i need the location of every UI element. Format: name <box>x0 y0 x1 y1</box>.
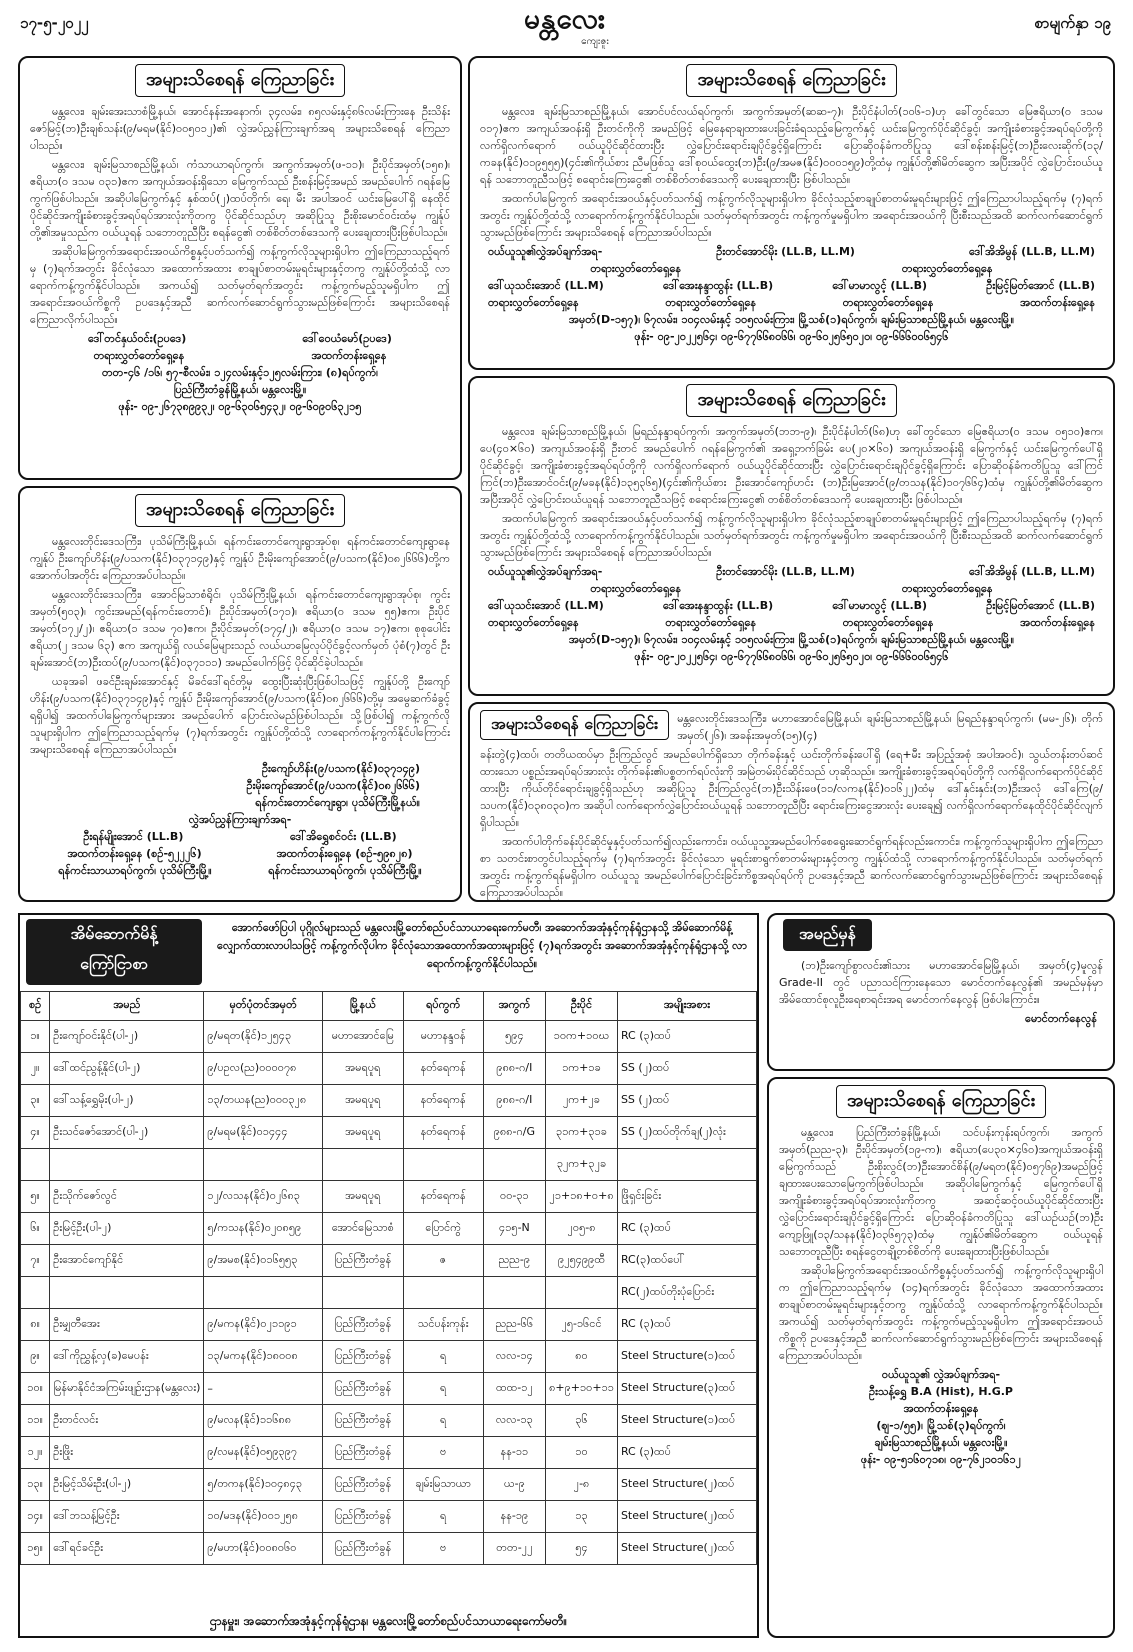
role-row <box>480 614 1103 631</box>
table-cell: လလ-၁၄ <box>483 1341 545 1373</box>
table-cell: ၈၀ <box>546 1341 618 1373</box>
lawyer-role: တရားလွှတ်တော်ရှေ့နေ <box>901 582 993 595</box>
table-cell: ၁။ <box>21 1021 50 1053</box>
table-cell: ဦးမြင့်သိမ်းဦး(ပါ-၂) <box>50 1469 204 1501</box>
address: ရန်ကင်းသာယာရပ်ကွက်၊ ပုသိမ်ကြီးမြို့။ <box>268 864 422 877</box>
table-cell: မဟာနန္ဒဝန် <box>403 1021 483 1053</box>
table-cell: ၉/အမစ(နိုင်)၀၁၆၅၅၃ <box>204 1245 323 1277</box>
table-cell: ၂က+၂ခ <box>546 1085 618 1117</box>
table-cell: ပြောင်ကွဲ <box>403 1213 483 1245</box>
table-cell: ၉/မဟာ(နိုင်)၀၀၈၀၆၀ <box>204 1533 323 1565</box>
column-header: အမျိုးအစား <box>617 992 756 1021</box>
lawyer-role: တရားလွှတ်တော်ရှေ့နေ <box>590 262 682 275</box>
table-cell: ၉/မလန(နိုင်)၁၁၆၈၈ <box>204 1405 323 1437</box>
notice-6 <box>767 1077 1115 1638</box>
role-row <box>480 260 1103 277</box>
table-cell: ၃၁က+၃၁ခ <box>546 1117 618 1149</box>
table-cell: ၉/မရတ(နိုင်)၁၂၅၄၃ <box>204 1021 323 1053</box>
table-cell: ပြည်ကြီးတံခွန် <box>322 1309 403 1341</box>
table-cell: ၄၁၅-N <box>483 1213 545 1245</box>
lawyer-role: တရားလွှတ်တော်ရှေ့နေ <box>590 582 682 595</box>
table-row <box>21 1117 757 1149</box>
lawyer-row <box>30 828 450 845</box>
table-row <box>21 1245 757 1277</box>
table-cell: အမရပူရ <box>322 1117 403 1149</box>
notice-paragraph: မန္တလေး၊ ချမ်းအေးသာစံမြို့နယ်၊ အောင်နန်းအနောက်၊ ၃၄လမ်း၊ ၈၅လမ်းနှင့်၈၆လမ်းကြားနေ ဦးသိန်းဇော်မြင့်(ဘ)ဦးချစ်သန်း(၉/မရမ(နိုင်)၀၀၅၀၁၂)၏ လွှဲအပ်ညွှန်ကြားချက်အရ အများသိစေရန် ကြေညာပါသည်။ <box>30 105 450 152</box>
table-row <box>21 1405 757 1437</box>
table-cell: ၉/မရမ(နိုင်)၀၁၄၄၄ <box>204 1117 323 1149</box>
phone: ဖုန်း- ၀၉-၅၁၆၀၇၁၈၊ ၀၉-၇၆၂၁၀၁၆၁၂ <box>860 1453 1022 1466</box>
table-cell: ၁၀။ <box>21 1373 50 1405</box>
table-cell: ဦးအောင်ကျော်နိုင် <box>50 1245 204 1277</box>
table-cell: ၁၂။ <box>21 1437 50 1469</box>
lawyer-role: တရားလွှတ်တော်ရှေ့နေ <box>488 616 579 629</box>
table-cell: ဒေါ်ကိုညွှန့်လှ(ခ)မေပန်း <box>50 1341 204 1373</box>
lawyer-row <box>480 277 1103 294</box>
table-cell <box>483 1277 545 1309</box>
table-cell: ညည-၉ <box>483 1245 545 1277</box>
lawyer-name: ဒေါ်ယုသင်းအောင် (LL.M) <box>488 279 604 292</box>
table-cell <box>483 1149 545 1181</box>
building-permit-notice <box>18 913 759 1638</box>
table-cell: ၉၈၈-ဂ/I <box>483 1053 545 1085</box>
address: အမှတ်(D-၁၅၇)၊ ၆၇လမ်း၊ ၁၀၄လမ်းနှင့် ၁၀၅လမ်းကြား၊ မြို့သစ်(၁)ရပ်ကွက်၊ ချမ်းမြသာစည်မြို့နယ်၊ မန္တလေးမြို့။ <box>568 313 1015 326</box>
lawyer-name: ဦးမြင့်မြတ်အောင် (LL.B) <box>986 599 1095 612</box>
table-cell: ၁၅။ <box>21 1533 50 1565</box>
column-header: အမည် <box>50 992 204 1021</box>
table-cell: အမရပူရ <box>322 1085 403 1117</box>
table-cell <box>322 1149 403 1181</box>
table-cell: ရ <box>403 1405 483 1437</box>
table-cell: ၁က+၁ခ <box>546 1053 618 1085</box>
table-cell: ဦးမျှတီအေး <box>50 1309 204 1341</box>
table-cell: ပြည်ကြီးတံခွန် <box>322 1245 403 1277</box>
lawyer-role: တရားလွှတ်တော်ရှေ့နေ <box>665 296 757 309</box>
client-label: ဝယ်ယူသူ၏ လွှဲအပ်ချက်အရ- <box>881 1368 1001 1381</box>
lawyer-name: ဦးရန်မျိုးအောင် (LL.B) <box>83 830 184 843</box>
signature-row <box>30 330 450 347</box>
table-cell: တတ-၂၂ <box>483 1533 545 1565</box>
column-header: မှတ်ပုံတင်အမှတ် <box>204 992 323 1021</box>
client-label: ဝယ်ယူသူ၏လွှဲအပ်ချက်အရ- <box>488 565 603 578</box>
lawyer-name: ဒေါ်အေးနန္ဒာထွန်း (LL.B) <box>662 279 774 292</box>
address: တတ-၄၆ /၁၆၊ ၅၇-စီလမ်း၊ ၁၂၄လမ်းနှင့်၁၂၅လမ်းကြား၊ (၈)ရပ်ကွက်၊ <box>101 366 379 379</box>
page-number: စာမျက်နှာ ၁၉ <box>1034 14 1111 32</box>
notice-title: အများသိစေရန် ကြေညာခြင်း <box>686 64 896 97</box>
signatory: မောင်တက်နေလွန် <box>1024 1012 1097 1025</box>
table-cell: ၇။ <box>21 1245 50 1277</box>
lawyer-name: ဦးသန့်ရွှေ B.A (Hist), H.G.P <box>869 1385 1013 1398</box>
table-cell: ပြည်ကြီးတံခွန် <box>322 1501 403 1533</box>
address: (ဈ-၁/၅၅)၊ မြို့သစ်(၃)ရပ်ကွက်၊ <box>876 1419 1006 1432</box>
table-row <box>21 1373 757 1405</box>
notice-paragraph: မန္တလေး၊ ပြည်ကြီးတံခွန်မြို့နယ်၊ သင်ပန်းကုန်းရပ်ကွက်၊ အကွက်အမှတ်(ညည-၃)၊ ဦးပိုင်အမှတ်(၁၉-က)၊ ဧရိယာ(ပေ၃၀×၄၆၀)အကျယ်အဝန်းရှိ မြေကွက်သည် ဦးစိုးလွင်(ဘ)ဦးအောင်စိန်(၉/မရတ(နိုင်)၀၅၇၆၉)အမည်ဖြင့် ချထားပေးသောမြေကွက်ဖြစ်ပါသည်။ အဆိုပါမြေကွက်နှင့် မြေကွက်ပေါ်ရှိ အကျိုးခံစားခွင့်အရပ်ရပ်အားလုံးကိုတကွ အဆင့်ဆင့်ဝယ်ယူပိုင်ဆိုင်ထားပြီး လွှဲပြောင်းရောင်းချပိုင်ခွင့်ရှိကြောင်း ပြောဆိုဝန်ခံကတိပြုသူ ဒေါ်ယဉ်ယဉ်(ဘ)ဦးကျော့ဖြူ(၁၃/သနန(နိုင်)၀၃၆၅၇၃)ထံမှ ကျွန်ုပ်၏မိတ်ဆွေက ဝယ်ယူရန် သဘောတူညီပြီး စရန်ငွေတချို့တစ်စိတ်ကို ပေးချေထားပြီးဖြစ်ပါသည်။ <box>779 1126 1103 1258</box>
table-header-row <box>21 992 757 1021</box>
column-header: ဦးပိုင် <box>546 992 618 1021</box>
table-cell: ၉။ <box>21 1341 50 1373</box>
table-cell: ၁၀/မဒန(နိုင်)၀၀၁၂၅၈ <box>204 1501 323 1533</box>
table-row <box>21 1437 757 1469</box>
table-cell: နတ်ရေကန် <box>403 1085 483 1117</box>
client-label: ဝယ်ယူသူ၏လွှဲအပ်ချက်အရ- <box>488 245 603 258</box>
address-row <box>30 862 450 879</box>
role-row <box>30 347 450 364</box>
column-header: စဉ် <box>21 992 50 1021</box>
table-cell <box>204 1277 323 1309</box>
table-cell: Steel Structure(၂)ထပ် <box>617 1533 756 1565</box>
table-cell: ဖြိုရှင်းခြင်း <box>617 1181 756 1213</box>
logo-subtext: ကျေးဇူး <box>581 36 609 47</box>
table-cell: ဇ <box>403 1245 483 1277</box>
table-cell: ၅၄ <box>546 1533 618 1565</box>
notice-3 <box>468 376 1115 696</box>
logo-text: မန္တလေး <box>523 2 607 35</box>
table-row <box>21 1341 757 1373</box>
table-row <box>21 1533 757 1565</box>
table-cell: ထထ-၁၂ <box>483 1373 545 1405</box>
table-cell: RC (၃)ထပ် <box>617 1213 756 1245</box>
signatory-address: ရန်ကင်းတောင်ကျေးရွာ၊ ပုသိမ်ကြီးမြို့နယ်။ <box>255 796 420 809</box>
table-row <box>21 1277 757 1309</box>
table-cell: နတ်ရေကန် <box>403 1053 483 1085</box>
lawyer-name: ဒေါ်အိအိမွန် (LL.B, LL.M) <box>968 245 1095 258</box>
lawyer-name: ဦးမြင့်မြတ်အောင် (LL.B) <box>986 279 1095 292</box>
table-cell: ၁၀က+၁၀ဃ <box>546 1021 618 1053</box>
table-row <box>21 1021 757 1053</box>
role-row <box>30 845 450 862</box>
table-cell: ၂။ <box>21 1053 50 1085</box>
notice-title: အများသိစေရန် ကြေညာခြင်း <box>836 1085 1046 1118</box>
lawyer-role: တရားလွှတ်တော်ရှေ့နေ <box>93 349 185 362</box>
table-cell: ၁၂/လသန(နိုင်)၀၂၆၈၃ <box>204 1181 323 1213</box>
lawyer-role: အထက်တန်းရှေ့နေ <box>1020 616 1095 629</box>
table-body <box>21 1021 757 1565</box>
table-row <box>21 1501 757 1533</box>
table-cell: ၁၁။ <box>21 1405 50 1437</box>
table-cell <box>50 1149 204 1181</box>
table-cell: ပြည်ကြီးတံခွန် <box>322 1533 403 1565</box>
lawyer-name: ဦးတင်အောင်မိုး (LL.B, LL.M) <box>716 565 855 578</box>
table-cell: ဒေါ်ဘသန့်မြင့်ဦး <box>50 1501 204 1533</box>
lawyer-row <box>480 597 1103 614</box>
lawyer-row <box>480 243 1103 260</box>
notice-paragraph: ယခုအခါ ဖခင်ဦးချမ်းအောင်နှင့် မိခင်ဒေါ်ရင်တို့မှ ထွေးပြီးဆုံးပြီးဖြစ်ပါသဖြင့် ကျွန်ုပ်တို့ ဦးကျော်ဟိန်း(၉/ပသက(နိုင်)၀၃၇၁၄၉)နှင့် ကျွန်ုပ် ဦးမိုးကျော်အောင်(၉/ပသက(နိုင်)၀၈၂၆၆၆)တို့မှ အမွေဆက်ခံခွင့်ရရှိပါ၍ အထက်ပါမြေကွက်များအား အမည်ပေါက် ပြောင်းလဲမည်ဖြစ်ပါသည်။ သို့ဖြစ်ပါ၍ ကန့်ကွက်လိုသူများရှိပါက ဤကြေညာသည့်ရက်မှ (၇)ရက်အတွင်း ကျွန်ုပ်တို့ထံသို့ လာရောက်ကန့်ကွက်နိုင်ပါကြောင်း အများသိစေရန် ကြေညာအပ်ပါသည်။ <box>30 675 450 756</box>
table-cell: ၂-၈ <box>546 1469 618 1501</box>
lawyer-role: တရားလွှတ်တော်ရှေ့နေ <box>488 296 579 309</box>
table-cell: လလ-၁၃ <box>483 1405 545 1437</box>
table-cell: ၅/တကန(နိုင်)၁၀၄၈၄၃ <box>204 1469 323 1501</box>
address: ရန်ကင်းသာယာရပ်ကွက်၊ ပုသိမ်ကြီးမြို့။ <box>58 864 212 877</box>
table-cell: Steel Structure(၁)ထပ် <box>617 1405 756 1437</box>
table-cell: ၁၃/တယန(ည)၀၀၀၃၂၈ <box>204 1085 323 1117</box>
table-cell <box>403 1149 483 1181</box>
address: ပြည်ကြီးတံခွန်မြို့နယ်၊ မန္တလေးမြို့။ <box>173 383 307 396</box>
column-header: မြို့နယ် <box>322 992 403 1021</box>
table-cell: ပြည်ကြီးတံခွန် <box>322 1341 403 1373</box>
table-cell: SS (၂)ထပ် <box>617 1053 756 1085</box>
issue-date: ၁၇-၅-၂၀၂၂ <box>20 14 89 32</box>
notice-paragraph: ခန်းတွဲ(၄)ထပ်၊ တတိယထပ်မှာ ဦးကြည်လွင် အမည်ပေါက်ရှိသော တိုက်ခန်းနှင့် ယင်းတိုက်ခန်းပေါ်ရှိ (ရေ+မီး အပြည့်အစုံ အပါအဝင်)၊ သွယ်တန်းတပ်ဆင်ထားသော ပစ္စည်းအရပ်ရပ်အားလုံး တိုက်ခန်း၏ပစ္စတက်ရပ်လုံးကို အမြဲတမ်းပိုင်ဆိုင်သည် ဟုဆိုသည်။ အကျိုးခံစားခွင့်အရပ်ရပ်တို့ကို လက်ရှိလက်ရောက်ပိုင်ဆိုင်ထားပြီး ကိုယ်တိုင်ရောင်းချခွင့်ရှိသည်ဟု အဆိုပြုသူ ဦးကြည်လွင်(ဘ)ဦးသိန်းဖေ(၁၁/လကန(နိုင်)၀၁၆၂၂)ထံမှ ဒေါ်နှင်းနှင်း(ဘ)ဦးအလုံ ဒေါ်ကြေ(၉/သပက(နိုင်)၀၃၈၀၃၀)က အဆိုပါ လက်ရောက်လွှဲပြောင်းဝယ်ယူရန် သဘောတူညီပြီး ရောင်းကြေးငွေအားလုံး ပေးချေ၍ လက်ရှိလက်ရောက်နေထိုင်ပိုင်ဆိုင်လျက်ရှိပါသည်။ <box>480 748 1103 829</box>
notice-title: အများသိစေရန် ကြေညာခြင်း <box>686 384 896 417</box>
table-cell: ဦးသိုက်ဇော်လွင် <box>50 1181 204 1213</box>
table-cell: ၃၂က+၃၂ခ <box>546 1149 618 1181</box>
table-cell: ဦးကျော်ဝင်းနိုင်(ပါ-၂) <box>50 1021 204 1053</box>
table-cell <box>322 1277 403 1309</box>
table-cell: ပြည်ကြီးတံခွန် <box>322 1469 403 1501</box>
lawyer-name: ဒေါ်ယုသင်းအောင် (LL.M) <box>488 599 604 612</box>
lawyer-role: အထက်တန်းရှေ့နေ <box>311 349 387 362</box>
table-cell <box>21 1149 50 1181</box>
notice-paragraph: အထက်ပါမြေကွက် အရောင်းအဝယ်နှင့်ပတ်သက်၍ ကန့်ကွက်လိုသူများရှိပါက ခိုင်လုံသည့်စာချုပ်စာတမ်းမူရင်းများဖြင့် ဤကြေညာပါသည့်ရက်မှ (၇)ရက်အတွင်း ကျွန်ုပ်တို့ထံသို့ လာရောက်ကန့်ကွက်နိုင်ပါသည်။ သတ်မှတ်ရက်အတွင်း ကန့်ကွက်မှုမရှိပါက အရောင်းအဝယ်ကို ပြီးစီးသည်အထိ ဆက်လက်ဆောင်ရွက်သွားမည်ဖြစ်ကြောင်း အများသိစေရန် ကြေညာအပ်ပါသည်။ <box>480 512 1103 559</box>
lawyer-role: အထက်တန်းရှေ့နေ <box>1020 296 1095 309</box>
table-cell: ၂၅-၁၆ငင် <box>546 1309 618 1341</box>
table-cell: ၁၃။ <box>21 1469 50 1501</box>
lawyer-role: တရားလွှတ်တော်ရှေ့နေ <box>665 616 757 629</box>
table-cell: ဗ <box>403 1437 483 1469</box>
table-cell: ဦးတင်လင်း <box>50 1405 204 1437</box>
tag-line: အိမ်ဆောက်မိန့် <box>70 924 158 943</box>
table-row <box>21 1309 757 1341</box>
table-row <box>21 1181 757 1213</box>
table-cell: ၄။ <box>21 1117 50 1149</box>
table-cell: ယ-၉ <box>483 1469 545 1501</box>
table-cell: အမရပူရ <box>322 1053 403 1085</box>
table-cell: ပြည်ကြီးတံခွန် <box>322 1373 403 1405</box>
lawyer-name: ဒေါ်မာမာလွင့် (LL.B) <box>832 599 928 612</box>
notice-paragraph: (ဘ)ဦးကျော်စွာလင်း၏သား မဟာအောင်မြေမြို့နယ်၊ အမှတ်(၄)မူလွန် Grade-II တွင် ပညာသင်ကြားနေသော မောင်တက်နေလွန်၏ အမည်မှန်မှာ အိမ်ထောင်စုလူဦးရေစာရင်းအရ မောင်တက်နေလွန် ဖြစ်ပါကြောင်း။ <box>779 959 1103 1006</box>
signatory: ဦးမိုးကျော်အောင်(၉/ပသက(နိုင်)၀၈၂၆၆၆) <box>246 779 420 792</box>
notice-paragraph: အဆိုပါမြေကွက်အရောင်းအဝယ်ကိစ္စနှင့်ပတ်သက်၍ ကန့်ကွက်လိုသူများရှိပါက ဤကြေညာသည့်ရက်မှ (၇)ရက်အတွင်း ခိုင်လုံသော အထောက်အထား စာချုပ်စာတမ်းမူရင်းများနှင့်တကွ ကျွန်ုပ်တို့ထံသို့ လာရောက်ကန့်ကွက်နိုင်ပါသည်။ အကယ်၍ သတ်မှတ်ရက်အတွင်း ကန့်ကွက်မည့်သူမရှိပါက ဤအရောင်းအဝယ်ကိစ္စကို ဥပဒေနှင့်အညီ ဆက်လက်ဆောင်ရွက်သွားမည်ဖြစ်ကြောင်း အများသိစေရန် ကြေညာလိုက်ပါသည်။ <box>30 245 450 326</box>
table-cell: ၈+၉+၁၀+၁၁ <box>546 1373 618 1405</box>
lawyer-role: တရားလွှတ်တော်ရှေ့နေ <box>901 262 993 275</box>
lawyer-role: အထက်တန်းရှေ့နေ (စဥ်-၅၉၈၂၈) <box>276 847 413 860</box>
table-cell: ၅၉၄ <box>483 1021 545 1053</box>
table-cell: ၅/ကသန(နိုင်)၀၂၀၈၅၉ <box>204 1213 323 1245</box>
notice-paragraph: မန္တလေး၊ ချမ်းမြသာစည်မြို့နယ်၊ မြရည်နန္ဒာရပ်ကွက်၊ အကွက်အမှတ်(ဘဘ-၉)၊ ဦးပိုင်နံပါတ်(၆၈)ဟု ခေါ်တွင်သော မြေဧရိယာ(၀ ဒသမ ၀၅၁၀)ဧက၊ ပေ(၄၀×၆၀) အကျယ်အဝန်းရှိ ဦးတင် အမည်ပေါက် ဂရန်မြေကွက်၏ အရှေ့ဘက်ခြမ်း ပေ(၂၀×၆၀) အကျယ်အဝန်းရှိ မြေကွက်နှင့် ယင်းမြေကွက်ပေါ်ရှိ ပိုင်ဆိုင်ခွင့်၊ အကျိုးခံစားခွင့်အရပ်ရပ်တို့ကို လက်ရှိလက်ရောက် ဝယ်ယူပိုင်ဆိုင်ထားပြီး လွှဲပြောင်းရောင်းချပိုင်ခွင့်ရှိကြောင်း ပြောဆိုဝန်ခံကတိပြုသူ ဒေါ်ကြင်ကြင်(ဘ)ဦးအောင်ဝင်း(၉/မခန(နိုင်)၁၃၅၃၆၅)(၄င်း၏ကိုယ်စား ဦးအောင်ကျော်ဟင်း (ဘ)ဦးမြအောင်(၉/တသန(နိုင်)၁၀၇၆၆၄)ထံမှ ကျွန်ုပ်တို့၏မိတ်ဆွေက အပြီးအပိုင် လွှဲပြောင်းဝယ်ယူရန် သဘောတူညီသဖြင့် စရောင်းကြေးငွေ၏ တစ်စိတ်တစ်ဒေသကို ပေးချေထားပြီး ဖြစ်ပါသည်။ <box>480 425 1103 506</box>
lawyer-role: အထက်တန်းရှေ့နေ <box>903 1402 979 1415</box>
section-tag <box>26 919 202 985</box>
permit-table <box>20 991 757 1565</box>
table-cell: ရ <box>403 1341 483 1373</box>
table-intro: အောက်ဖော်ပြပါ ပုဂ္ဂိုလ်များသည် မန္တလေးမြို့တော်စည်ပင်သာယာရေးကော်မတီ၊ အဆောက်အအုံနှင့်ကုန်ရုံဌာနသို့ အိမ်ဆောက်မိန့် လျှောက်ထားလာပါသဖြင့် ကန့်ကွက်လိုပါက ခိုင်လုံသောအထောက်အထားများဖြင့် (၇)ရက်အတွင်း အဆောက်အအုံနှင့်ကုန်ရုံဌာနသို့ လာရောက်ကန့်ကွက်နိုင်ပါသည်။ <box>217 921 747 970</box>
lawyer-name: ဒေါ်မာမာလွင့် (LL.B) <box>832 279 928 292</box>
table-header-area <box>20 915 757 991</box>
notice-1 <box>18 56 462 480</box>
lawyer-role: အထက်တန်းရှေ့နေ (စဥ်-၅၂၂၂၆) <box>67 847 202 860</box>
notice-title: အမည်မှန် <box>783 919 872 951</box>
table-cell: ပြည်ကြီးတံခွန် <box>322 1437 403 1469</box>
table-cell <box>204 1149 323 1181</box>
table-cell: SS (၂)ထပ်တိုက်ချ(၂)လုံး <box>617 1117 756 1149</box>
table-cell: နတ်ရေကန် <box>403 1117 483 1149</box>
table-cell: ဦးဖြိုး <box>50 1437 204 1469</box>
table-cell <box>403 1277 483 1309</box>
table-cell: ၉/မကန(နိုင်)၀၂၁၁၉၁ <box>204 1309 323 1341</box>
table-cell: ၉/ပဥလ(ည)၀၀၀၀၇၈ <box>204 1053 323 1085</box>
table-cell: ရ <box>403 1373 483 1405</box>
lawyer-name: ဦးတင်အောင်မိုး (LL.B, LL.M) <box>716 245 855 258</box>
table-cell: ၁၄။ <box>21 1501 50 1533</box>
notice-paragraph: မန္တလေးတိုင်းဒေသကြီး၊ ပုသိမ်ကြီးမြို့နယ်၊ ရန်ကင်းတောင်ကျေးရွာအုပ်စု၊ ရန်ကင်းတောင်ကျေးရွာနေ ကျွန်ုပ် ဦးကျော်ဟိန်း(၉/ပသက(နိုင်)၀၃၇၁၄၉)နှင့် ကျွန်ုပ် ဦးမိုးကျော်အောင်(၉/ပသက(နိုင်)၀၈၂၆၆၆)တို့က အောက်ပါအတိုင်း ကြေညာအပ်ပါသည်။ <box>30 535 450 582</box>
table-cell: SS (၂)ထပ် <box>617 1085 756 1117</box>
notice-5 <box>468 702 1115 902</box>
lawyer-name: ဒေါ်အေးနန္ဒာထွန်း (LL.B) <box>662 599 774 612</box>
column-header: ရပ်ကွက် <box>403 992 483 1021</box>
table-cell: ၆။ <box>21 1213 50 1245</box>
lawyer-row <box>480 563 1103 580</box>
table-cell: အမရပူရ <box>322 1181 403 1213</box>
table-cell: ဒေါ်သန့်ရွှေမိုး(ပါ-၂) <box>50 1085 204 1117</box>
table-cell: မြန်မာနိုင်ငံအကြမ်းဖျဉ်းဌာန(မန္တလေး) <box>50 1373 204 1405</box>
table-cell: ညည-၆၆ <box>483 1309 545 1341</box>
notice-paragraph: မန္တလေး၊ ချမ်းမြသာစည်မြို့နယ်၊ အောင်ပင်လယ်ရပ်ကွက်၊ အကွက်အမှတ်(ဆဆ-၇)၊ ဦးပိုင်နံပါတ်(၁၀၆-၁)ဟု ခေါ်တွင်သော မြေဧရိယာ(၀ ဒသမ ၀၁၇)ဧက အကျယ်အဝန်းရှိ ဦးတင်ကိုကို အမည်ဖြင့် မြေနေရာချထားပေးခြင်းခံရသည့်မြေကွက်နှင့် ယင်းမြေကွက်ပိုင်ဆိုင်ခွင့်၊ အကျိုးခံစားခွင့်အရပ်ရပ်တို့ကို လက်ရှိလက်ရောက် ဝယ်ယူပိုင်ဆိုင်ထားပြီး လွှဲပြောင်းရောင်းချပိုင်ခွင့်ရှိကြောင်း ပြောဆိုဝန်ခံကတိပြုသူ ဒေါ်စန်းစန်းမြင့်(ဘ)ဦးလေးဆိုက်(၁၃/ကခန(နိုင်)၀၁၉၅၅၅)(၄င်း၏ကိုယ်စား ညီမဖြစ်သူ ဒေါ်စုဝယ်ထွေး(ဘ)ဦး(၉/အမဇ(နိုင်)၀၀၀၁၅၉)တို့ထံမှ ကျွန်ုပ်တို့၏မိတ်ဆွေက အပြီးအပိုင် လွှဲပြောင်းဝယ်ယူရန် သဘောတူညီသဖြင့် စရောင်းကြေးငွေ၏ တစ်စိတ်တစ်ဒေသကို ပေးချေထားပြီး ဖြစ်ပါသည်။ <box>480 105 1103 186</box>
table-footer: ဌာနမှူး၊ အဆောက်အအုံနှင့်ကုန်ရုံဌာန၊ မန္တလေးမြို့တော်စည်ပင်သာယာရေးကော်မတီ။ <box>209 1614 568 1628</box>
notice-paragraph: မန္တလေးတိုင်းဒေသကြီး၊ အောင်မြသာစံရိုင်၊ ပုသိမ်ကြီးမြို့နယ်၊ ရန်ကင်းတောင်ကျေးရွာအုပ်စု၊ ကွင်းအမှတ်(၅၀၃)၊ ကွင်းအမည်(ရန်ကင်းတောင်)၊ ဦးပိုင်အမှတ်(၁၇၁)၊ ဧရိယာ(၀ ဒသမ ၅၅)ဧက၊ ဦးပိုင်အမှတ်(၁၇၂/၂)၊ ဧရိယာ(၁ ဒသမ ၇၀)ဧက၊ ဦးပိုင်အမှတ်(၁၇၄/၂)၊ ဧရိယာ(၀ ဒသမ ၁၇)ဧက၊ စုစုပေါင်း ဧရိယာ(၂ ဒသမ ၆၃) ဧက အကျယ်ရှိ လယ်မြေများသည် လယ်ယာမြေလုပ်ပိုင်ခွင့်လက်မှတ် ပုံစံ(၇)တွင် ဦးချမ်းအောင်(ဘ)ဦးထပ်(၉/ပသက(နိုင်)၀၃၇၁၁၁) အမည်ပေါက်ဖြင့် ပိုင်ဆိုင်ခဲ့ပါသည်။ <box>30 588 450 669</box>
table-cell: ဒေါ်ထင်ညွန့်နိုင်(ပါ-၂) <box>50 1053 204 1085</box>
table-cell <box>617 1149 756 1181</box>
notice-title: အများသိစေရန် ကြေညာခြင်း <box>480 710 669 740</box>
table-cell: ဦးသင်ဇော်အောင်(ပါ-၂) <box>50 1117 204 1149</box>
table-cell: ပြည်ကြီးတံခွန် <box>322 1405 403 1437</box>
lawyer-name: ဒေါ်အိအိမွန် (LL.B, LL.M) <box>968 565 1095 578</box>
table-cell <box>50 1277 204 1309</box>
column-header: အကွက် <box>483 992 545 1021</box>
table-cell: RC(၃)ထပ်ပေါ် <box>617 1245 756 1277</box>
table-cell: ၉၈၈-ဂ/I <box>483 1085 545 1117</box>
phone: ဖုန်း- ၀၉-၂၀၂၂၅၆၄၊ ၀၉-၆၇၇၆၆၈၀၆၆၊ ၀၉-၆၀၂၅၆၅၀၂၀၊ ၀၉-၆၆၆၀၀၆၅၄၆ <box>634 330 949 343</box>
lawyer-name: ဒေါ်ဝေယံမော်(ဥပဒေ) <box>302 332 392 345</box>
notice-paragraph: အထက်ပါမြေကွက် အရောင်းအဝယ်နှင့်ပတ်သက်၍ ကန့်ကွက်လိုသူများရှိပါက ခိုင်လုံသည့်စာချုပ်စာတမ်းမူရင်းများဖြင့် ဤကြေညာပါသည့်ရက်မှ (၇)ရက်အတွင်း ကျွန်ုပ်တို့ထံသို့ လာရောက်ကန့်ကွက်နိုင်ပါသည်။ သတ်မှတ်ရက်အတွင်း ကန့်ကွက်မှုမရှိပါက အရောင်းအဝယ်ကို ပြီးစီးသည်အထိ ဆက်လက်ဆောင်ရွက်သွားမည်ဖြစ်ကြောင်း အများသိစေရန် ကြေညာအပ်ပါသည်။ <box>480 192 1103 239</box>
table-cell: RC (၃)ထပ် <box>617 1309 756 1341</box>
table-cell: ၃၆ <box>546 1405 618 1437</box>
notice-2 <box>468 56 1115 370</box>
table-cell: Steel Structure(၂)ထပ် <box>617 1469 756 1501</box>
table-cell: ၁၃/မကန(နိုင်)၁၈၀၀၈ <box>204 1341 323 1373</box>
table-cell: နန-၁၁ <box>483 1437 545 1469</box>
client-label: လွှဲအပ်ညွှန်ကြားချက်အရ- <box>188 813 292 826</box>
table-cell: ၃။ <box>21 1085 50 1117</box>
table-cell: Steel Structure(၂)ထပ် <box>617 1501 756 1533</box>
table-row <box>21 1213 757 1245</box>
table-cell: RC (၃)ထပ် <box>617 1021 756 1053</box>
table-cell: အောင်မြေသာစံ <box>322 1213 403 1245</box>
notice-paragraph: မန္တလေး၊ ချမ်းမြသာစည်မြို့နယ်၊ ကံသာယာရပ်ကွက်၊ အကွက်အမှတ်(ဖ-၁၁)၊ ဦးပိုင်အမှတ်(၁၅၈)၊ ဧရိယာ(၀ ဒသမ ၀၃၁)ဧက အကျယ်အဝန်းရှိသော မြေကွက်သည် ဦးစန်းမြင့်အမည် အမည်ပေါက် ဂရန်မြေကွက်ဖြစ်ပါသည်။ အဆိုပါမြေကွက်နှင့် နှစ်ထပ်(၂)ထပ်တိုက်၊ ရေ၊ မီး အပါအဝင် ယင်းမြေပေါ်ရှိ နေထိုင်ပိုင်ဆိုင်အကျိုးခံစားခွင့်အရပ်ရပ်အားလုံးကိုတကွ ပိုင်ဆိုင်သည်ဟု အဆိုပြုသူ ဦးစိုးမောင်ဝင်းထံမှ ကျွန်ုပ်တို့၏အမှုသည်က ဝယ်ယူရန် သဘောတူညီပြီး စရန်ငွေ၏ တစ်စိတ်တစ်ဒေသကို ပေးချေထားပြီးဖြစ်ပါသည်။ <box>30 158 450 239</box>
table-cell: ဒေါ်ရင်ခင်ဦး <box>50 1533 204 1565</box>
notice-title: အများသိစေရန် ကြေညာခြင်း <box>135 64 345 97</box>
table-cell: ဗ <box>403 1533 483 1565</box>
table-cell: RC(၂)ထပ်တိုးပုံပြောင်း <box>617 1277 756 1309</box>
lawyer-name: ဒေါ်အိရွှေစင်ဝင်း (LL.B) <box>289 830 397 843</box>
lawyer-role: တရားလွှတ်တော်ရှေ့နေ <box>842 296 934 309</box>
table-cell: RC (၃)ထပ် <box>617 1437 756 1469</box>
notice-paragraph: မန္တလေးတိုင်းဒေသကြီး၊ မဟာအောင်မြေမြို့နယ်၊ ချမ်းမြသာစည်မြို့နယ်၊ မြရည်နန္ဒာရပ်ကွက်၊ (မမ-၂၆)၊ တိုက်အမှတ်(၂၆)၊ အခန်းအမှတ်(၁၅)(၄) <box>677 712 1103 742</box>
role-row <box>480 580 1103 597</box>
table-cell: ၂၁+၁၈+၀+၈ <box>546 1181 618 1213</box>
phone: ဖုန်း- ၀၉-၂၆၇၃၈၉၉၃၂၊ ၀၉-၆၃၀၆၅၄၃၂၊ ၀၉-၆၀၉၀၆၃၂၁၅ <box>118 400 362 413</box>
lawyer-role: တရားလွှတ်တော်ရှေ့နေ <box>842 616 934 629</box>
table-cell: ၁၃ <box>546 1501 618 1533</box>
table-cell: ၅။ <box>21 1181 50 1213</box>
notice-paragraph: အထက်ပါတိုက်ခန်းပိုင်ဆိုင်မှုနှင့်ပတ်သက်၍လည်းကောင်း၊ ဝယ်ယူသူ့အမည်ပေါက်စေရွေးဆောင်ရွက်ရန်လည်းကောင်း၊ ကန့်ကွက်သူများရှိပါက ဤကြေညာစာ သတင်းစာတွင်ပါသည့်ရက်မှ (၇)ရက်အတွင်း ခိုင်လုံသော မူရင်းစာရွက်စာတမ်းများနှင့်တကွ ကျွန်ုပ်ထံသို့ လာရောက်ကန့်ကွက်နိုင်ပါသည်။ သတ်မှတ်ရက်အတွင်း ကန့်ကွက်ရန်မရှိပါက ဝယ်ယူသူ အမည်ပေါက်ပြောင်းခြင်းကိစ္စအရပ်ရပ်ကို ဥပဒေနှင့်အညီ ဆက်လက်ဆောင်ရွက်သွားမည်ဖြစ်ကြောင်း အများသိစေရန် ကြေညာအပ်ပါသည်။ <box>480 835 1103 899</box>
table-cell: သင်ပန်းကုန်း <box>403 1309 483 1341</box>
table-cell: ရ <box>403 1501 483 1533</box>
table-cell: နန-၁၉ <box>483 1501 545 1533</box>
table-row <box>21 1149 757 1181</box>
address: ချမ်းမြသာစည်မြို့နယ်၊ မန္တလေးမြို့။ <box>874 1436 1008 1449</box>
notice-title: အများသိစေရန် ကြေညာခြင်း <box>135 494 345 527</box>
name-correction-notice <box>767 913 1115 1071</box>
table-row <box>21 1469 757 1501</box>
page-header <box>0 0 1133 52</box>
phone: ဖုန်း- ၀၉-၂၀၂၂၅၆၄၊ ၀၉-၆၇၇၆၆၈၀၆၆၊ ၀၉-၆၀၂၅၆၅၀၂၀၊ ၀၉-၆၆၆၀၀၆၅၄၆ <box>634 650 949 663</box>
table-cell <box>21 1277 50 1309</box>
table-row <box>21 1053 757 1085</box>
table-cell: ချမ်းမြသာယာ <box>403 1469 483 1501</box>
notice-paragraph: အဆိုပါမြေကွက်အရောင်းအဝယ်ကိစ္စနှင့်ပတ်သက်၍ ကန့်ကွက်လိုသူများရှိပါက ဤကြေညာသည့်ရက်မှ (၁၄)ရက်အတွင်း ခိုင်လုံသော အထောက်အထား စာချုပ်စာတမ်းမူရင်းများနှင့်တကွ ကျွန်ုပ်ထံသို့ လာရောက်ကန့်ကွက်နိုင်ပါသည်။ အကယ်၍ သတ်မှတ်ရက်အတွင်း ကန့်ကွက်မည့်သူမရှိပါက ဤအရောင်းအဝယ်ကိစ္စကို ဥပဒေနှင့်အညီ ဆက်လက်ဆောင်ရွက်သွားမည်ဖြစ်ကြောင်း အများသိစေရန် ကြေညာအပ်ပါသည်။ <box>779 1264 1103 1362</box>
masthead-logo <box>480 4 650 48</box>
signatory: ဦးကျော်ဟိန်း(၉/ပသက(နိုင်)၀၃၇၁၄၉) <box>261 762 420 775</box>
table-cell: နတ်ရေကန် <box>403 1181 483 1213</box>
table-cell <box>546 1277 618 1309</box>
role-row <box>480 294 1103 311</box>
table-cell: – <box>204 1373 323 1405</box>
table-cell: ဦးမြင့်ဦး(ပါ-၂) <box>50 1213 204 1245</box>
table-cell: Steel Structure(၃)ထပ် <box>617 1373 756 1405</box>
table-cell: ၈။ <box>21 1309 50 1341</box>
table-cell: ၂၀၅-၈ <box>546 1213 618 1245</box>
table-cell: ၉၂၅၄၉၉ထီ <box>546 1245 618 1277</box>
notice-4 <box>18 486 462 902</box>
table-cell: ၉/လမန(နိုင်)၀၅၉၃၉၇ <box>204 1437 323 1469</box>
table-row <box>21 1085 757 1117</box>
tag-line: ကြော်ငြာစာ <box>80 954 148 973</box>
lawyer-name: ဒေါ်တင်နှယ်ဝင်း(ဥပဒေ) <box>88 332 187 345</box>
address: အမှတ်(D-၁၅၇)၊ ၆၇လမ်း၊ ၁၀၄လမ်းနှင့် ၁၀၅လမ်းကြား၊ မြို့သစ်(၁)ရပ်ကွက်၊ ချမ်းမြသာစည်မြို့နယ်၊ မန္တလေးမြို့။ <box>568 633 1015 646</box>
table-cell: ၁၀ <box>546 1437 618 1469</box>
table-cell: ၉၈၈-ဂ/G <box>483 1117 545 1149</box>
table-cell: မဟာအောင်မြေ <box>322 1021 403 1053</box>
table-cell: ၀၀-၃၁ <box>483 1181 545 1213</box>
table-cell: Steel Structure(၁)ထပ် <box>617 1341 756 1373</box>
